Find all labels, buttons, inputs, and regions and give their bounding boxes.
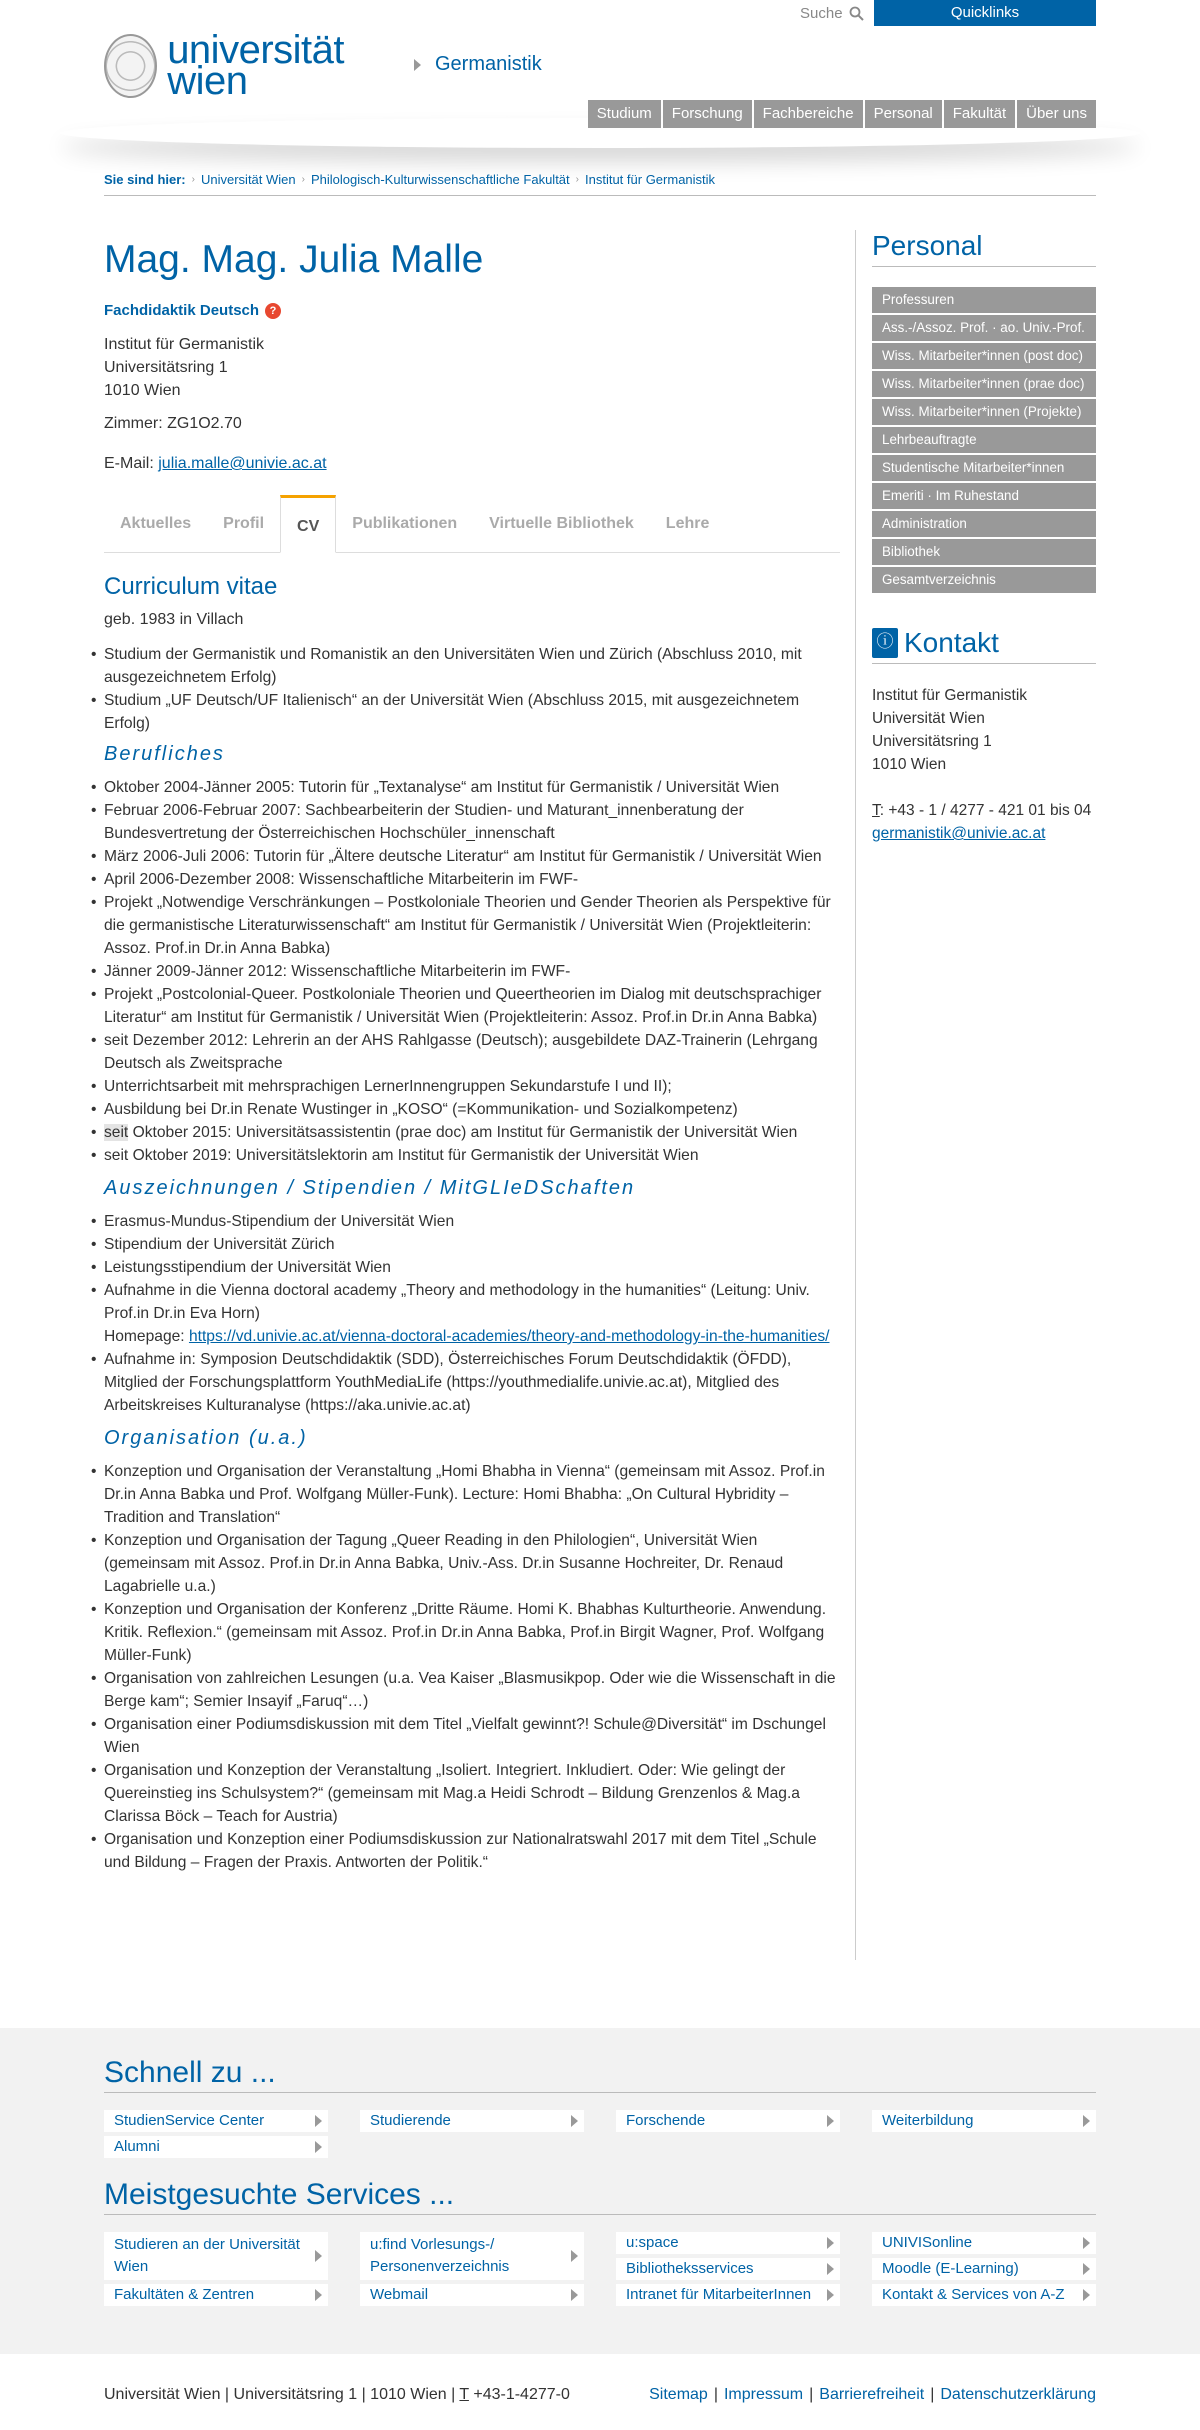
cv-title: Curriculum vitae [104, 573, 278, 600]
nav-ueber-uns[interactable]: Über uns [1017, 100, 1096, 128]
list-item: • Organisation und Konzeption der Veranstaltung „Isoliert. Integriert. Inkludiert. Oder: Wie gelingt der Quereinstieg ins Schulsystem?“ (gemeinsam mit Mag.a Heidi Schrodt – Bildung Grenzenlos & Mag.a Clarissa Böck – Teach for Austria) [104, 1759, 840, 1828]
info-icon: ⓘ [872, 628, 898, 658]
homepage-link[interactable]: https://vd.univie.ac.at/vienna-doctoral-academies/theory-and-methodology-in-the-humanities/ [188, 1328, 830, 1345]
list-item: • April 2006-Dezember 2008: Wissenschaftliche Mitarbeiterin im FWF- [104, 868, 840, 891]
service-intranet[interactable]: Intranet für MitarbeiterInnen [616, 2284, 840, 2306]
sidebar-item-lehrbeauftragte[interactable]: Lehrbeauftragte [872, 427, 1096, 453]
service-bibliothek[interactable]: Bibliotheksservices [616, 2258, 840, 2280]
list-item: • Februar 2006-Februar 2007: Sachbearbeiterin der Studien- und Maturant_innenberatung der Bundesvertretung der Österreichischen Hochschüler_innenschaft [104, 799, 840, 845]
sidebar-kontakt-title: ⓘ Kontakt [872, 627, 1096, 664]
tab-lehre[interactable]: Lehre [665, 515, 710, 532]
services-grid [104, 2232, 1096, 2306]
footer-links: Sitemap | Impressum | Barrierefreiheit | Datenschutzerklärung [649, 2386, 1096, 2403]
triangle-right-icon [1083, 2289, 1090, 2301]
sidebar-item-bibliothek[interactable]: Bibliothek [872, 539, 1096, 565]
section-heading-awards: Auszeichnungen / Stipendien / MitGLIeDSchaften [104, 1177, 636, 1199]
career-list [104, 776, 840, 1167]
list-item: • Ausbildung bei Dr.in Renate Wustinger in „KOSO“ (=Kommunikation- und Sozialkompetenz) [104, 1098, 840, 1121]
quicklink-alumni[interactable]: Alumni [104, 2136, 328, 2158]
help-icon[interactable]: ? [265, 303, 281, 319]
chevron-right-icon: › [575, 174, 579, 185]
sidebar-divider [855, 230, 856, 1960]
site-header [0, 0, 1200, 140]
email-link[interactable]: julia.malle@univie.ac.at [158, 455, 327, 472]
highlighted-text: seit [104, 1124, 129, 1141]
list-item: • Organisation einer Podiumsdiskussion mit dem Titel „Vielfalt gewinnt?! Schule@Diversität“ im Dschungel Wien [104, 1713, 840, 1759]
breadcrumb-label: Sie sind hier: [104, 172, 186, 187]
room-number: Zimmer: ZG1O2.70 [104, 415, 242, 432]
triangle-right-icon [827, 2115, 834, 2127]
quicklink-studierende[interactable]: Studierende [360, 2110, 584, 2132]
list-item: • Konzeption und Organisation der Konferenz „Dritte Räume. Homi K. Bhabhas Kulturtheorie. Anwendung. Kritik. Reflexion.“ (gemeinsam mit Assoz. Prof.in Dr.in Anna Babka, Prof.in Birgit Wagner, Prof. Wolfgang Müller-Funk) [104, 1598, 840, 1667]
triangle-right-icon [827, 2237, 834, 2249]
list-item: • Unterrichtsarbeit mit mehrsprachigen LernerInnengruppen Sekundarstufe I und II); [104, 1075, 840, 1098]
person-role: Fachdidaktik Deutsch ? [104, 302, 840, 319]
list-item: • Aufnahme in: Symposion Deutschdidaktik (SDD), Österreichisches Forum Deutschdidaktik (ÖFDD), Mitglied der Forschungsplattform YouthMediaLife (https://youthmedialife.univie.ac.at), Mitglied des Arbeitskreises Kulturanalyse (https://aka.univie.ac.at) [104, 1348, 840, 1417]
tab-publikationen[interactable]: Publikationen [352, 515, 458, 532]
nav-fakultaet[interactable]: Fakultät [944, 100, 1015, 128]
breadcrumb [104, 172, 1096, 196]
triangle-right-icon [571, 2250, 578, 2262]
tab-cv[interactable]: CV [280, 495, 336, 553]
list-item: • Konzeption und Organisation der Tagung „Queer Reading in den Philologien“, Universität Wien (gemeinsam mit Assoz. Prof.in Dr.in Anna Babka, Univ.-Ass. Dr.in Susanne Hochreiter, Dr. Renaud Lagabrielle u.a.) [104, 1529, 840, 1598]
awards-list [104, 1210, 840, 1417]
search-icon [849, 6, 864, 21]
triangle-right-icon [827, 2289, 834, 2301]
organisation-list [104, 1460, 840, 1874]
sidebar-item-emeriti[interactable]: Emeriti · Im Ruhestand [872, 483, 1096, 509]
list-item: • März 2006-Juli 2006: Tutorin für „Ältere deutsche Literatur“ am Institut für Germanistik / Universität Wien [104, 845, 840, 868]
triangle-right-icon [571, 2289, 578, 2301]
triangle-right-icon [571, 2115, 578, 2127]
footer-link-datenschutz[interactable]: Datenschutzerklärung [940, 2386, 1096, 2403]
nav-forschung[interactable]: Forschung [663, 100, 752, 128]
kontakt-phone: T: +43 - 1 / 4277 - 421 01 bis 04 [872, 802, 1092, 819]
sidebar-item-prae-doc[interactable]: Wiss. Mitarbeiter*innen (prae doc) [872, 371, 1096, 397]
sidebar-item-professuren[interactable]: Professuren [872, 287, 1096, 313]
list-item: • Projekt „Notwendige Verschränkungen – Postkoloniale Theorien und Gender Theorien als Perspektive für die germanistische Literaturwissenschaft“ am Institut für Germanistik / Universität Wien (Projektleiterin: Assoz. Prof.in Dr.in Anna Babka) [104, 891, 840, 960]
footer-address: Universität Wien | Universitätsring 1 | 1010 Wien | T +43-1-4277-0 [104, 2386, 570, 2403]
personal-menu [872, 287, 1096, 593]
page-title: Mag. Mag. Julia Malle [104, 238, 484, 281]
list-item: • Oktober 2004-Jänner 2005: Tutorin für „Textanalyse“ am Institut für Germanistik / Universität Wien [104, 776, 840, 799]
service-kontakt-az[interactable]: Kontakt & Services von A-Z [872, 2284, 1096, 2306]
nav-personal[interactable]: Personal [865, 100, 942, 128]
service-fakultaeten[interactable]: Fakultäten & Zentren [104, 2284, 328, 2306]
footer-link-impressum[interactable]: Impressum [723, 2386, 804, 2403]
tab-aktuelles[interactable]: Aktuelles [120, 515, 192, 532]
quicklink-weiterbildung[interactable]: Weiterbildung [872, 2110, 1096, 2132]
university-seal-icon [104, 34, 157, 98]
quicklink-studienservice[interactable]: StudienService Center [104, 2110, 328, 2132]
service-uspace[interactable]: u:space [616, 2232, 840, 2254]
chevron-right-icon: › [301, 174, 305, 185]
sidebar-item-projekte[interactable]: Wiss. Mitarbeiter*innen (Projekte) [872, 399, 1096, 425]
tab-virtuelle-bibliothek[interactable]: Virtuelle Bibliothek [489, 515, 634, 532]
breadcrumb-item[interactable]: Institut für Germanistik [585, 172, 716, 187]
section-heading-career: Berufliches [104, 743, 225, 765]
birth-info: geb. 1983 in Villach [104, 611, 244, 628]
site-footer [104, 2386, 1096, 2404]
breadcrumb-item[interactable]: Philologisch-Kulturwissenschaftliche Fakultät [310, 172, 570, 187]
footer-link-barrierefreiheit[interactable]: Barrierefreiheit [819, 2386, 925, 2403]
services-title: Meistgesuchte Services ... [104, 2178, 1096, 2215]
footer-link-sitemap[interactable]: Sitemap [649, 2386, 708, 2403]
chevron-right-icon: › [191, 174, 195, 185]
list-item: • Studium „UF Deutsch/UF Italienisch“ an der Universität Wien (Abschluss 2015, mit ausgezeichnetem Erfolg) [104, 689, 840, 735]
sidebar-item-studentische[interactable]: Studentische Mitarbeiter*innen [872, 455, 1096, 481]
search-label: Suche [800, 4, 843, 22]
service-column [616, 2232, 840, 2280]
list-item: • Studium der Germanistik und Romanistik an den Universitäten Wien und Zürich (Abschluss 2010, mit ausgezeichnetem Erfolg) [104, 643, 840, 689]
footer-services [0, 2028, 1200, 2354]
list-item: • Konzeption und Organisation der Veranstaltung „Homi Bhabha in Vienna“ (gemeinsam mit Assoz. Prof.in Dr.in Anna Babka und Prof. Wolfgang Müller-Funk). Lecture: Homi Bhabha: „On Cultural Hybridity – Tradition and Translation“ [104, 1460, 840, 1529]
triangle-right-icon [1083, 2115, 1090, 2127]
kontakt-info: Institut für Germanistik Universität Wien Universitätsring 1 1010 Wien T: +43 - 1 / 4277 - 421 01 bis 04 germanistik@univie.ac.at [872, 684, 1096, 845]
email-line: E-Mail: julia.malle@univie.ac.at [104, 455, 327, 472]
university-logo[interactable] [104, 27, 344, 103]
main-content [104, 230, 840, 1874]
section-heading-organisation: Organisation (u.a.) [104, 1427, 308, 1449]
list-item: • Projekt „Postcolonial-Queer. Postkoloniale Theorien und Queertheorien im Dialog mit deutschsprachiger Literatur“ am Institut für Germanistik / Universität Wien (Projektleiterin: Assoz. Prof.in Dr.in Anna Babka) [104, 983, 840, 1029]
nav-studium[interactable]: Studium [588, 100, 661, 128]
quicklink-forschende[interactable]: Forschende [616, 2110, 840, 2132]
triangle-right-icon [315, 2250, 322, 2262]
list-item: • Aufnahme in die Vienna doctoral academy „Theory and methodology in the humanities“ (Leitung: Univ. Prof.in Dr.in Eva Horn) Homepage: https://vd.univie.ac.at/vienna-doctoral-academies/theory-and-methodology-in-the-humanities/ [104, 1279, 840, 1348]
schnell-zu-grid [104, 2110, 1096, 2158]
sidebar [855, 230, 1096, 1960]
triangle-right-icon [827, 2263, 834, 2275]
triangle-right-icon [1083, 2263, 1090, 2275]
list-item: • seit Dezember 2012: Lehrerin an der AHS Rahlgasse (Deutsch); ausgebildete DAZ-Trainerin (Lehrgang Deutsch als Zweitsprache [104, 1029, 840, 1075]
service-moodle[interactable]: Moodle (E-Learning) [872, 2258, 1096, 2280]
logo-wordmark: universität wien [167, 27, 344, 103]
sidebar-personal-title: Personal [872, 230, 1096, 267]
service-column [872, 2232, 1096, 2280]
service-studieren[interactable]: Studieren an der Universität Wien [104, 2232, 328, 2280]
service-univis[interactable]: UNIVISonline [872, 2232, 1096, 2254]
kontakt-email-link[interactable]: germanistik@univie.ac.at [872, 825, 1046, 842]
triangle-right-icon [315, 2289, 322, 2301]
nav-fachbereiche[interactable]: Fachbereiche [754, 100, 863, 128]
list-item: • Stipendium der Universität Zürich [104, 1233, 840, 1256]
list-item: • seit Oktober 2019: Universitätslektorin am Institut für Germanistik der Universität Wien [104, 1144, 840, 1167]
list-item: • Organisation von zahlreichen Lesungen (u.a. Vea Kaiser „Blasmusikpop. Oder wie die Wissenschaft in die Berge kam“; Semier Insayif „Faruq“…) [104, 1667, 840, 1713]
search-link[interactable] [800, 2, 864, 24]
section-title-link[interactable]: Germanistik [414, 53, 542, 76]
person-address: Institut für Germanistik Universitätsring 1 1010 Wien [104, 336, 265, 399]
sidebar-item-gesamtverzeichnis[interactable]: Gesamtverzeichnis [872, 567, 1096, 593]
list-item: • Organisation und Konzeption einer Podiumsdiskussion zur Nationalratswahl 2017 mit dem Titel „Schule und Bildung – Fragen der Praxis. Antworten der Politik.“ [104, 1828, 840, 1874]
triangle-right-icon [414, 59, 421, 71]
quicklinks-button[interactable]: Quicklinks [874, 0, 1096, 26]
service-ufind[interactable]: u:find Vorlesungs-/ Personenverzeichnis [360, 2232, 584, 2280]
sidebar-item-assoz-prof[interactable]: Ass.-/Assoz. Prof. · ao. Univ.-Prof. [872, 315, 1096, 341]
list-item: • Leistungsstipendium der Universität Wien [104, 1256, 840, 1279]
breadcrumb-item[interactable]: Universität Wien [200, 172, 296, 187]
tab-profil[interactable]: Profil [223, 515, 265, 532]
schnell-zu-title: Schnell zu ... [104, 2056, 1096, 2093]
triangle-right-icon [315, 2141, 322, 2153]
profile-tabs [104, 495, 840, 553]
sidebar-item-post-doc[interactable]: Wiss. Mitarbeiter*innen (post doc) [872, 343, 1096, 369]
triangle-right-icon [1083, 2237, 1090, 2249]
list-item: • Erasmus-Mundus-Stipendium der Universität Wien [104, 1210, 840, 1233]
service-webmail[interactable]: Webmail [360, 2284, 584, 2306]
triangle-right-icon [315, 2115, 322, 2127]
main-navigation [588, 100, 1096, 128]
list-item: • seit Oktober 2015: Universitätsassistentin (prae doc) am Institut für Germanistik der Universität Wien [104, 1121, 840, 1144]
list-item: • Jänner 2009-Jänner 2012: Wissenschaftliche Mitarbeiterin im FWF- [104, 960, 840, 983]
sidebar-item-administration[interactable]: Administration [872, 511, 1096, 537]
education-list [104, 643, 840, 735]
